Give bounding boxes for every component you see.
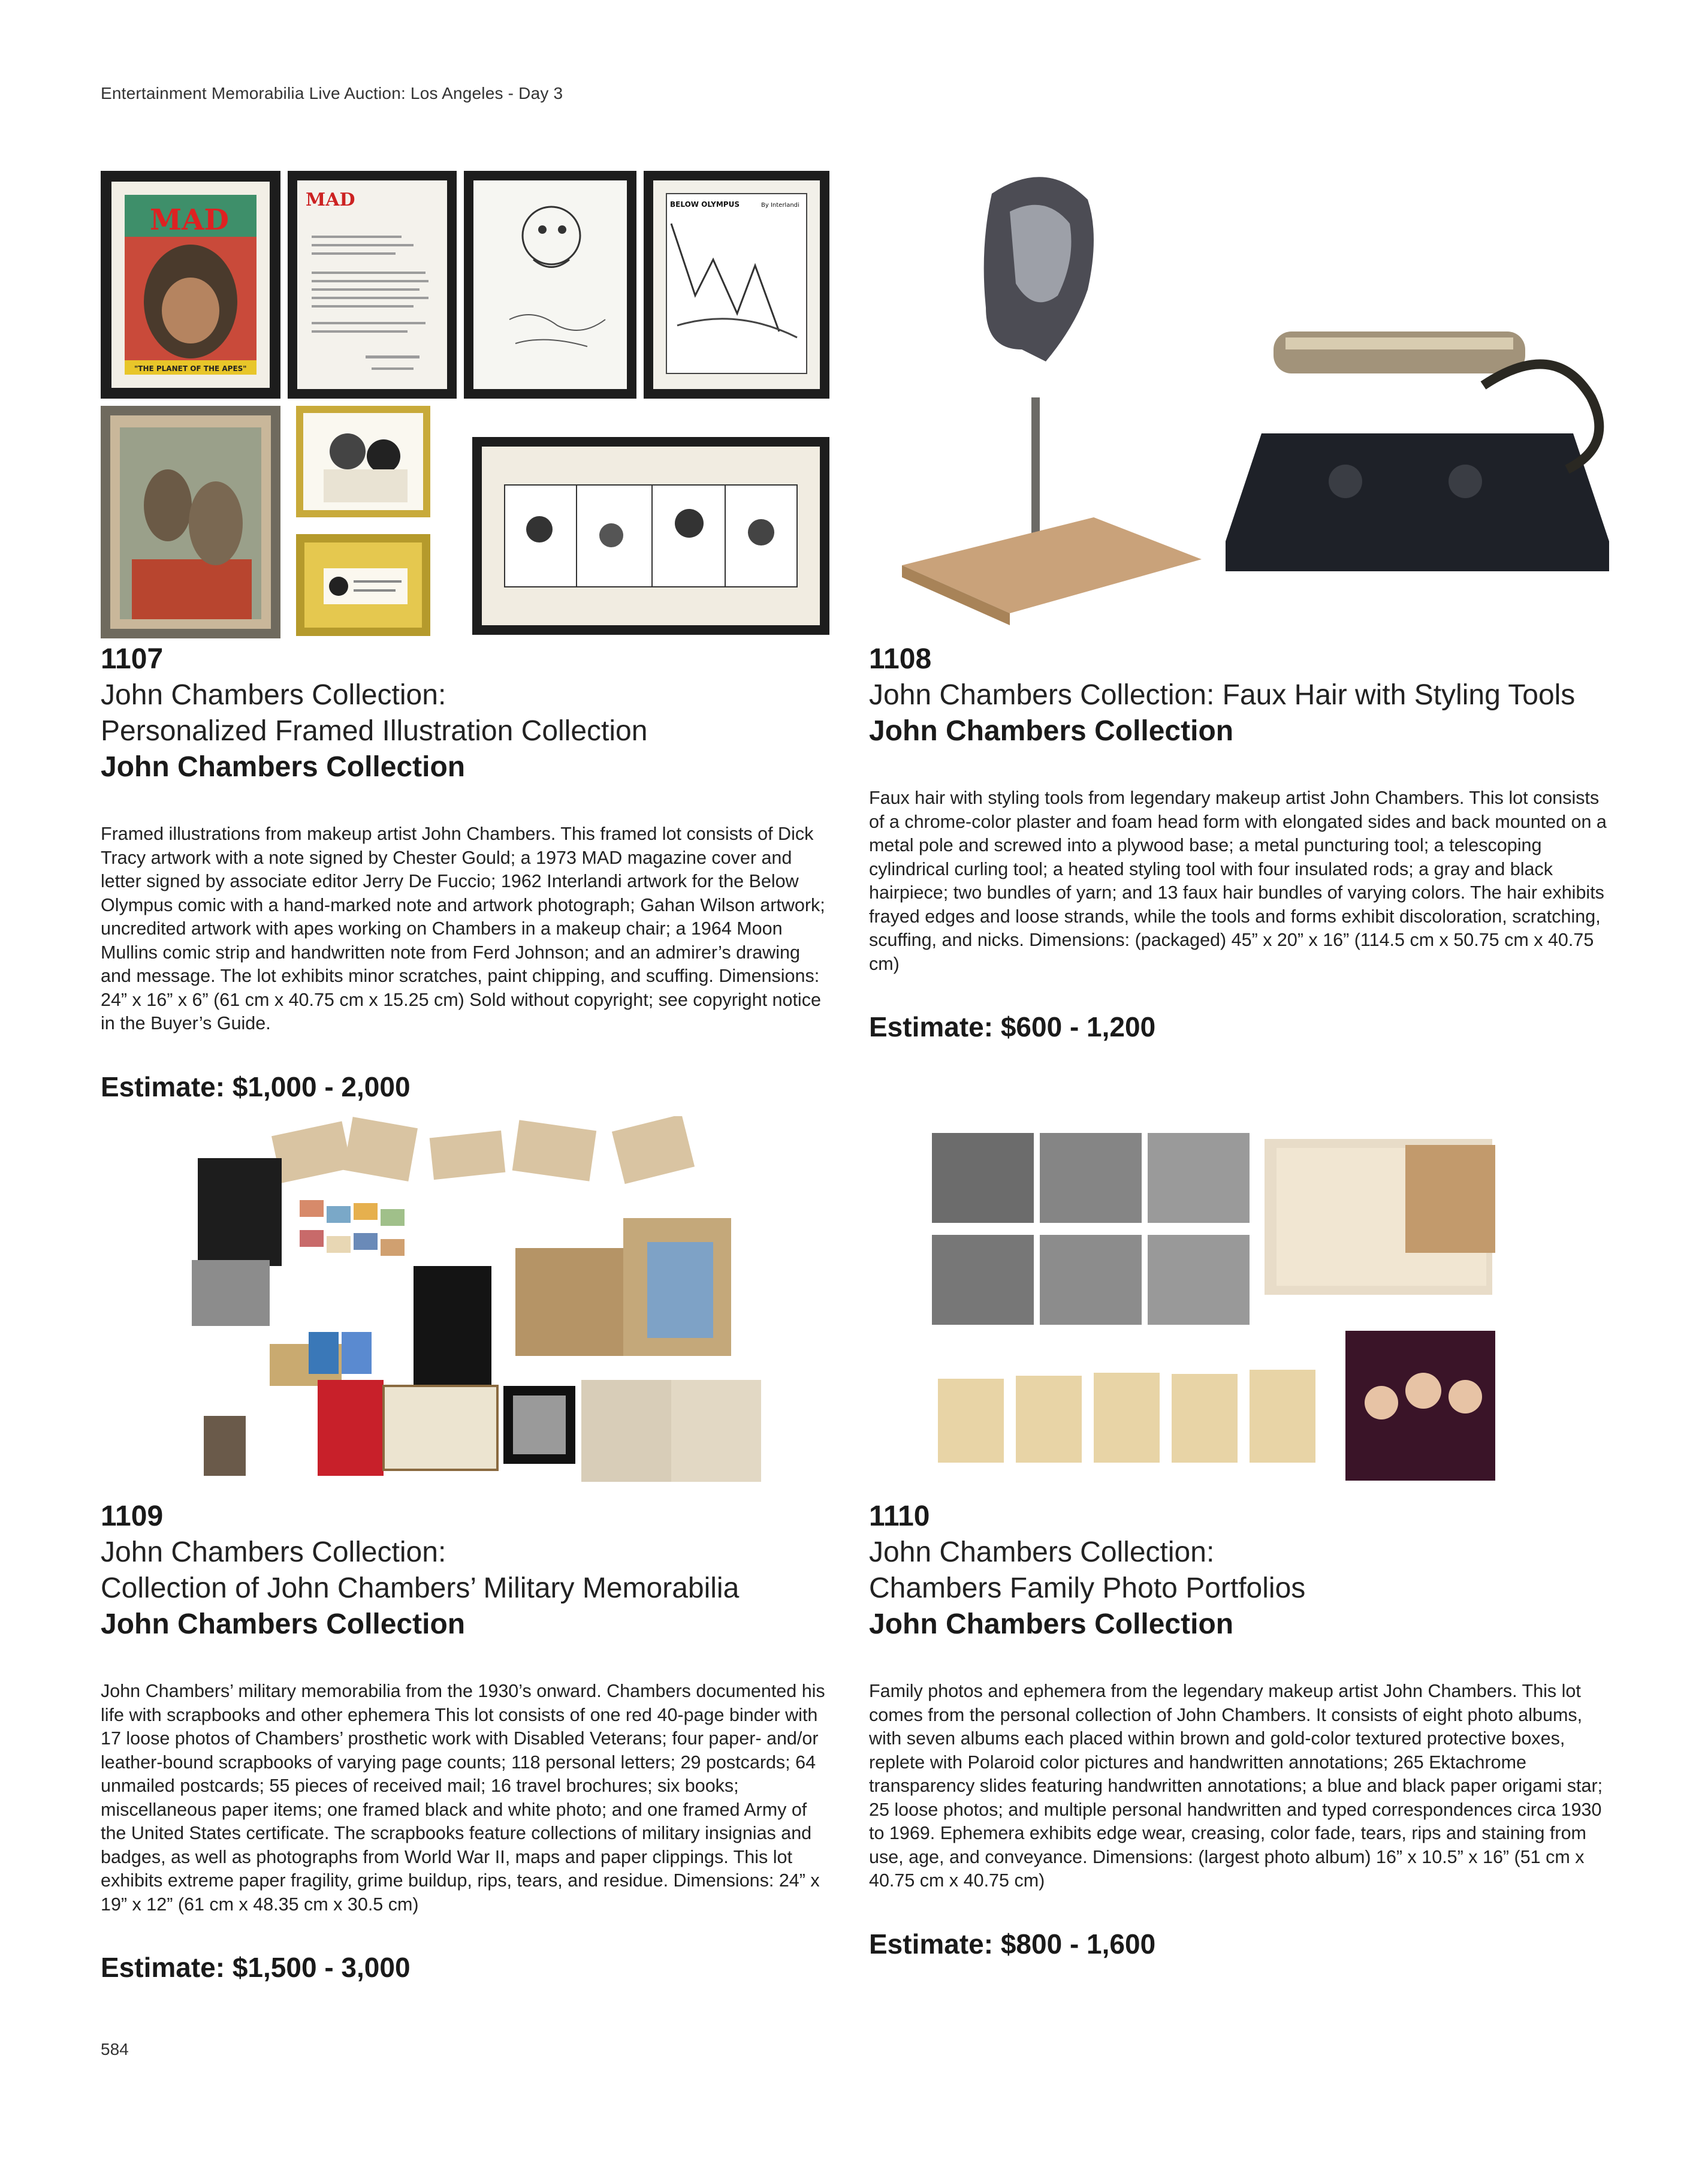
lot-description: Framed illustrations from makeup artist John Chambers. This framed lot consists of Dick Tracy artwork with a note signed by Chester Gould; a 1973 MAD magazine cover and letter signed by associate editor Jerry De Fuccio; 1962 Interlandi artwork for the Below Olympus comic with a hand-marked note and artwork photograph; Gahan Wilson artwork; uncredited artwork with apes working on Chambers in a makeup chair; a 1964 Moon Mullins comic strip and handwritten note from Ferd Johnson; and an admirer’s drawing and message. The lot exhibits minor scratches, paint chipping, and scuffing. Dimensions: 24” x 16” x 6” (61 cm x 40.75 cm x 15.25 cm) Sold without copyright; see copyright notice in the Buyer’s Guide. — [101, 824, 825, 1033]
lot-collection: John Chambers Collection — [869, 1608, 1234, 1640]
lot-title-line: John Chambers Collection: — [101, 679, 446, 711]
drawing-frame — [464, 171, 636, 399]
lot-description: Faux hair with styling tools from legendary makeup artist John Chambers. This lot consists of a chrome-color plaster and foam head form with elongated sides and back mounted on a metal pole and screwed into a plywood base; a metal puncturing tool; a telescoping cylindrical curling tool; a heated styling tool with four insulated rods; a gray and black hairpiece; two bundles of yarn; and 13 faux hair bundles of varying colors. The hair exhibits frayed edges and loose strands, while the tools and forms exhibit discoloration, scratching, scuffing, and nicks. Dimensions: (packaged) 45” x 20” x 16” (114.5 cm x 50.75 cm x 40.75 cm) — [869, 788, 1607, 974]
lot-1107 — [101, 641, 829, 1103]
newspaper — [581, 1380, 671, 1482]
lot-number: 1107 — [101, 643, 164, 675]
lot-1108-photo — [890, 170, 1621, 641]
svg-text:MAD: MAD — [150, 203, 229, 237]
cartoon-frame — [296, 406, 430, 517]
head-form — [902, 177, 1202, 625]
bw-photos — [932, 1133, 1250, 1325]
lot-number: 1108 — [869, 643, 932, 675]
letters-pile — [271, 1116, 695, 1184]
lot-1109-photo — [180, 1116, 767, 1488]
lot-1109 — [101, 1499, 829, 1984]
apes-art-frame — [101, 406, 280, 638]
lot-1107-photo — [96, 170, 833, 641]
lot-title-line: John Chambers Collection: Faux Hair with Styling Tools — [869, 679, 1576, 711]
lot-title-line: Chambers Family Photo Portfolios — [869, 1572, 1306, 1604]
lot-title-line: Collection of John Chambers’ Military Memorabilia — [101, 1572, 740, 1604]
mad-letter-frame — [288, 171, 457, 399]
page-number: 584 — [101, 2040, 129, 2058]
lot-1110 — [869, 1499, 1612, 1960]
black-bag — [414, 1266, 491, 1386]
comic-frame — [644, 171, 829, 399]
lot-number: 1110 — [869, 1500, 930, 1532]
lot-number: 1109 — [101, 1500, 164, 1532]
black-binder — [198, 1158, 282, 1266]
lot-title-line: Personalized Framed Illustration Collection — [101, 715, 648, 747]
lot-1108 — [869, 641, 1612, 1043]
lot-collection: John Chambers Collection — [869, 715, 1234, 747]
comic-strip-frame — [472, 437, 829, 635]
lot-collection: John Chambers Collection — [101, 751, 466, 783]
svg-text:BELOW OLYMPUS: BELOW OLYMPUS — [670, 200, 740, 209]
styling-tool — [1226, 331, 1609, 571]
lot-title-line: John Chambers Collection: — [101, 1536, 446, 1568]
mad-cover-frame — [101, 171, 280, 399]
lot-estimate: Estimate: $1,500 - 3,000 — [101, 1952, 411, 1983]
certificate — [384, 1386, 497, 1470]
postcards — [300, 1200, 405, 1256]
lot-title-line: John Chambers Collection: — [869, 1536, 1215, 1568]
dick-tracy-frame — [296, 534, 430, 636]
lot-collection: John Chambers Collection — [101, 1608, 466, 1640]
color-photo-stack — [1265, 1139, 1495, 1295]
scrapbook-eagle — [515, 1248, 641, 1356]
red-binder — [318, 1380, 384, 1476]
svg-text:MAD: MAD — [306, 189, 355, 210]
svg-text:By Interlandi: By Interlandi — [761, 202, 799, 209]
lot-description: Family photos and ephemera from the legendary makeup artist John Chambers. This lot comes from the personal collection of John Chambers. It consists of eight photo albums, with seven albums each placed within brown and gold-color textured protective boxes, replete with Polaroid color pictures and handwritten annotations; 265 Ektachrome transparency slides featuring handwritten annotations; a blue and black paper origami star; 25 loose photos; and multiple personal handwritten and typed correspondences circa 1930 to 1969. Ephemera exhibits edge wear, creasing, color fade, tears, rips and staining from use, age, and conveyance. Dimensions: (largest photo album) 16” x 10.5” x 16” (51 cm x 40.75 cm x 40.75 cm) — [869, 1681, 1603, 1891]
photo-collage — [192, 1260, 270, 1326]
lot-estimate: Estimate: $600 - 1,200 — [869, 1011, 1156, 1042]
svg-text:"THE PLANET OF THE APES": "THE PLANET OF THE APES" — [134, 364, 247, 373]
lot-estimate: Estimate: $800 - 1,600 — [869, 1928, 1156, 1960]
running-header: Entertainment Memorabilia Live Auction: Los Angeles - Day 3 — [101, 84, 563, 103]
lot-description: John Chambers’ military memorabilia from the 1930’s onward. Chambers documented his life with scrapbooks and other ephemera This lot consists of one red 40-page binder with 17 loose photos of Chambers’ prosthetic work with Disabled Veterans; four paper- and/or leather-bound scrapbooks of varying page counts; 118 personal letters; 29 postcards; 64 unmailed postcards; 55 pieces of received mail; 16 travel brochures; six books; miscellaneous paper items; one framed black and white photo; and one framed Army of the United States certificate. The scrapbooks feature collections of military insignias and badges, as well as photographs from World War II, maps and paper clippings. This lot exhibits extreme paper fragility, grime buildup, rips, tears, and residue. Dimensions: 24” x 19” x 12” (61 cm x 48.35 cm x 30.5 cm) — [101, 1681, 825, 1915]
slides-stack — [938, 1370, 1315, 1463]
lot-estimate: Estimate: $1,000 - 2,000 — [101, 1071, 411, 1102]
lot-1110-photo — [926, 1127, 1501, 1487]
small-book — [204, 1416, 246, 1476]
